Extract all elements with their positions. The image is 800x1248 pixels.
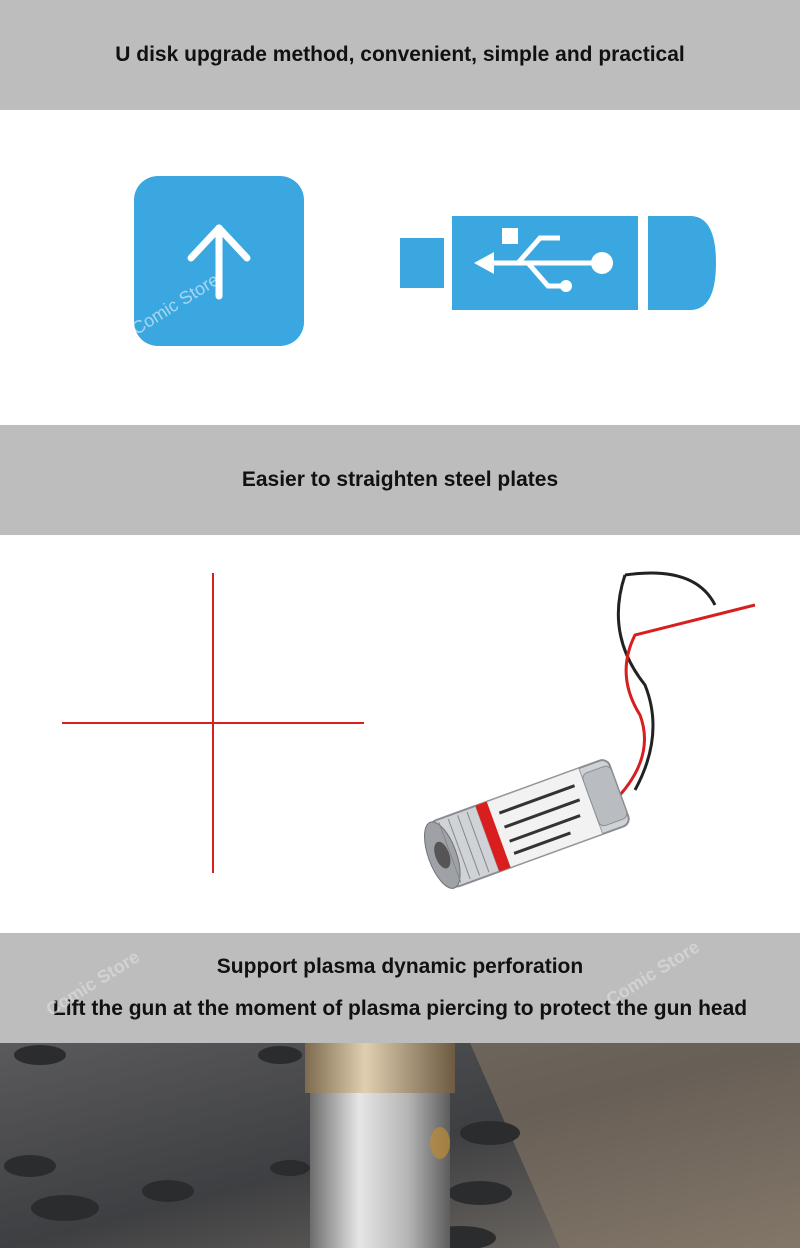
- laser-module-icon: [415, 565, 765, 895]
- watermark: Comic Store: [127, 269, 223, 339]
- watermark: Comic Store: [602, 936, 704, 1010]
- section-banner-plasma: [0, 933, 800, 1043]
- plasma-torch-photo: [0, 1043, 800, 1248]
- section-banner-steel-plates: [0, 425, 800, 535]
- section-heading: U disk upgrade method, convenient, simple and practical: [115, 43, 685, 66]
- upload-arrow-icon: [127, 176, 304, 346]
- usb-upgrade-illustration: [0, 110, 800, 425]
- usb-drive-icon: [398, 214, 720, 314]
- section-subheading: Lift the gun at the moment of plasma piercing to protect the gun head: [52, 997, 748, 1020]
- laser-crosshair-icon: [62, 573, 364, 873]
- section-heading: Support plasma dynamic perforation: [216, 955, 584, 978]
- section-banner-usb-upgrade: [0, 0, 800, 110]
- section-heading: Easier to straighten steel plates: [241, 468, 559, 491]
- laser-illustration: [0, 535, 800, 933]
- watermark: Comic Store: [42, 946, 144, 1020]
